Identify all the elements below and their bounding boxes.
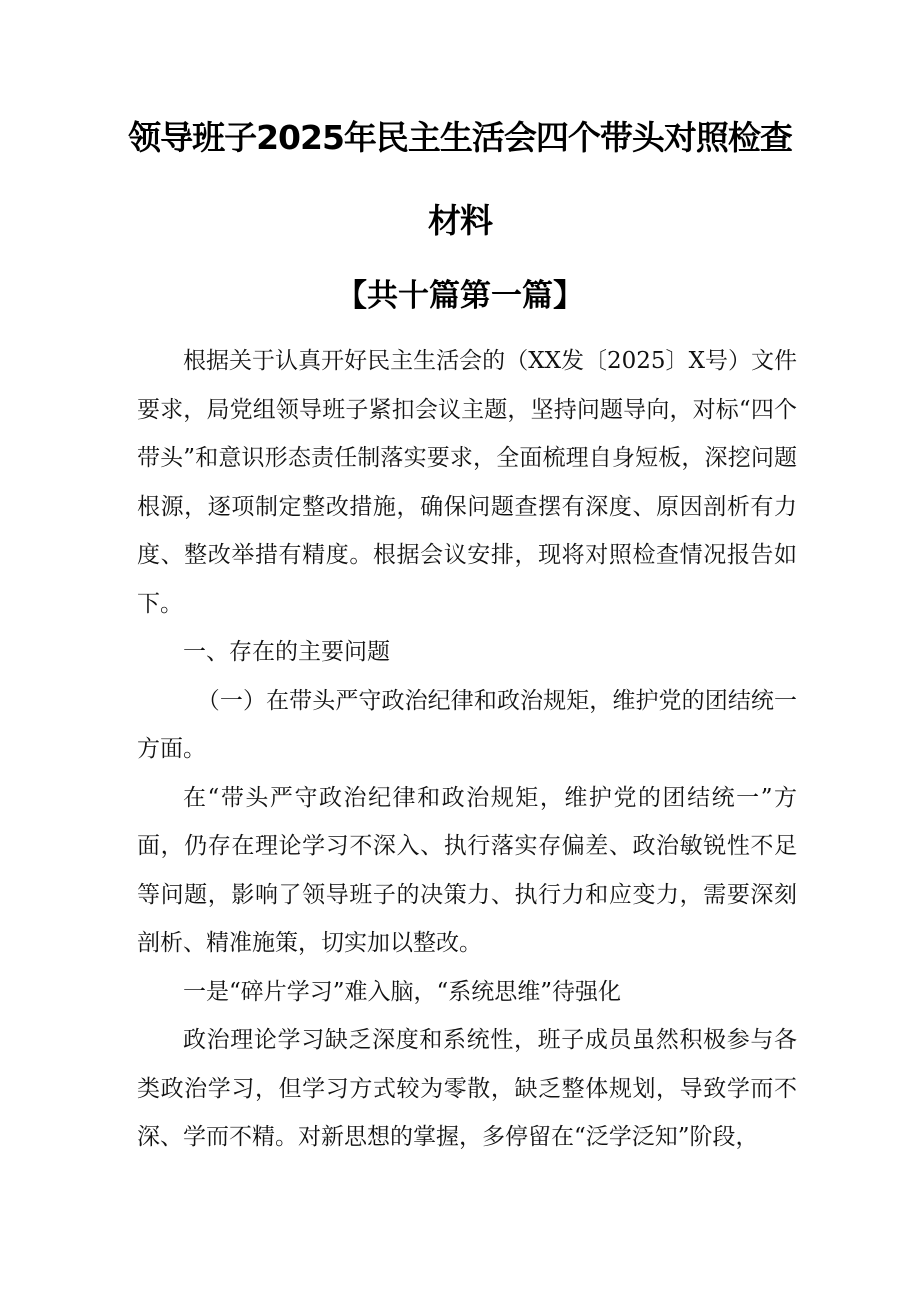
- intro-paragraph: 根据关于认真开好民主生活会的（XX发〔2025〕X号）文件要求，局党组领导班子紧扣会议主题，坚持问题导向，对标“四个带头”和意识形态责任制落实要求，全面梳理自身短板，深挖问题根源，逐项制定整改措施，确保问题查摆有深度、原因剖析有力度、整改举措有精度。根据会议安排，现将对照检查情况报告如下。: [137, 348, 797, 617]
- document-body: [137, 337, 797, 1162]
- document-title-line-1: 领导班子2025年民主生活会四个带头对照检查: [128, 118, 792, 157]
- point-heading: 一是“碎片学习”难入脑，“系统思维”待强化: [183, 978, 622, 1005]
- subsection-heading: （一）在带头严守政治纪律和政治规矩，维护党的团结统一方面。: [137, 687, 797, 762]
- document-title-line-2: 材料: [428, 201, 492, 240]
- body-paragraph: 政治理论学习缺乏深度和系统性，班子成员虽然积极参与各类政治学习，但学习方式较为零散，缺乏整体规划，导致学而不深、学而不精。对新思想的掌握，多停留在“泛学泛知”阶段，: [137, 1027, 797, 1150]
- document-subtitle: 【共十篇第一篇】: [336, 278, 584, 314]
- body-paragraph: 在“带头严守政治纪律和政治规矩，维护党的团结统一”方面，仍存在理论学习不深入、执行落实存偏差、政治敏锐性不足等问题，影响了领导班子的决策力、执行力和应变力，需要深刻剖析、精准施策，切实加以整改。: [137, 784, 797, 956]
- section-heading: 一、存在的主要问题: [183, 639, 390, 665]
